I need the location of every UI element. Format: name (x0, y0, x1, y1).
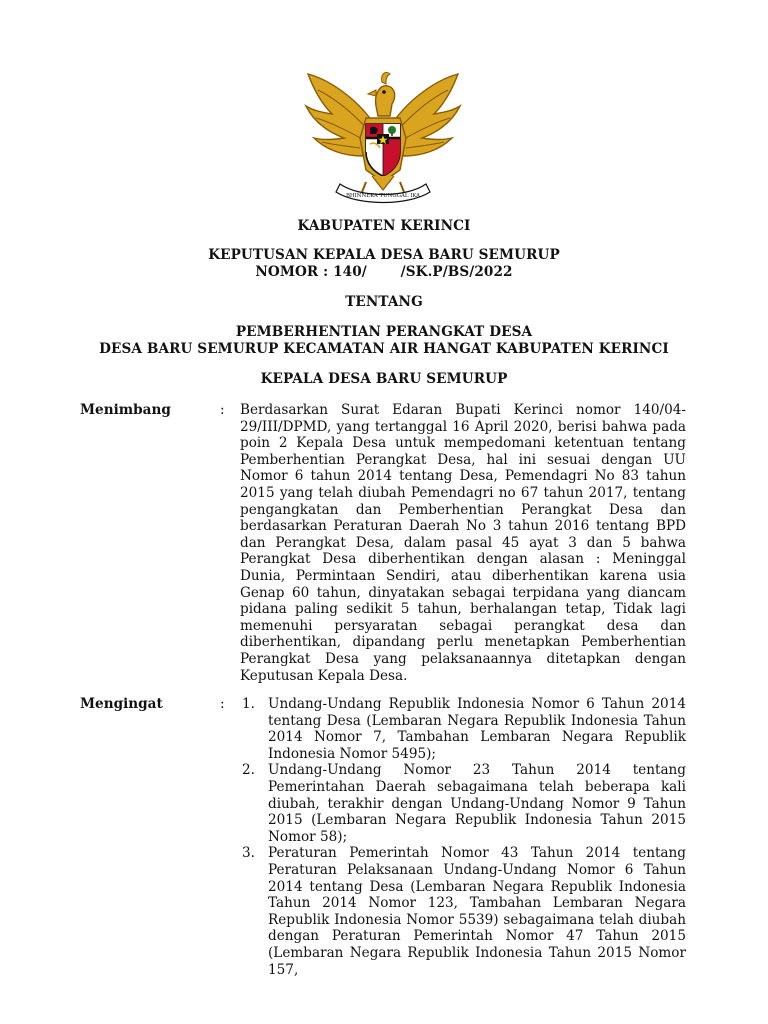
garuda-pancasila-emblem (300, 60, 466, 210)
decree-title-line: KEPUTUSAN KEPALA DESA BARU SEMURUP (208, 247, 560, 263)
menimbang-colon: : (220, 402, 225, 418)
issuer-heading: KEPALA DESA BARU SEMURUP (260, 371, 508, 387)
emblem-motto: BHINNEKA TUNGGAL IKA (345, 193, 421, 199)
subject-line-2: DESA BARU SEMURUP KECAMATAN AIR HANGAT KABUPATEN KERINCI (99, 341, 669, 357)
mengingat-list (240, 696, 686, 978)
about-heading: TENTANG (345, 294, 423, 310)
list-item-text: Undang-Undang Republik Indonesia Nomor 6 Tahun 2014 tentang Desa (Lembaran Negara Republik Indonesia Tahun 2014 Nomor 7, Tambahan Lembaran Negara Republik Indonesia Nomor 5495); (268, 696, 686, 762)
list-item (240, 845, 686, 978)
menimbang-label: Menimbang (80, 402, 171, 418)
list-item-number: 1. (242, 696, 255, 712)
subject-heading (0, 324, 768, 358)
list-item-text: Peraturan Pemerintah Nomor 43 Tahun 2014 tentang Peraturan Pelaksanaan Undang-Undang Nomor 6 Tahun 2014 tentang Desa (Lembaran Negara Republik Indonesia Tahun 2014 Nomor 123, Tambahan Lembaran Negara Republik Indonesia Nomor 5539) sebagaimana telah diubah dengan Peraturan Pemerintah Nomor 47 Tahun 2015 (Lembaran Negara Republik Indonesia Tahun 2015 Nomor 157, (268, 845, 686, 978)
subject-line-1: PEMBERHENTIAN PERANGKAT DESA (235, 324, 533, 340)
mengingat-label: Mengingat (80, 696, 163, 712)
decree-number: NOMOR : 140/ /SK.P/BS/2022 (255, 264, 513, 280)
list-item-number: 3. (242, 845, 255, 862)
decree-title (0, 247, 768, 281)
regency-heading: KABUPATEN KERINCI (297, 218, 471, 234)
list-item-text: Undang-Undang Nomor 23 Tahun 2014 tentang Pemerintahan Daerah sebagaimana telah beberapa kali diubah, terakhir dengan Undang-Undang Nomor 9 Tahun 2015 (Lembaran Negara Republik Indonesia Tahun 2015 Nomor 58); (268, 762, 686, 845)
list-item (240, 696, 686, 762)
list-item (240, 762, 686, 845)
mengingat-colon: : (220, 696, 225, 712)
menimbang-paragraph: Berdasarkan Surat Edaran Bupati Kerinci nomor 140/04-29/III/DPMD, yang tertanggal 16 April 2020, berisi bahwa pada poin 2 Kepala Desa untuk mempedomani ketentuan tentang Pemberhentian Perangkat Desa, hal ini sesuai dengan UU Nomor 6 tahun 2014 tentang Desa, Pemendagri No 83 tahun 2015 yang telah diubah Pemendagri no 67 tahun 2017, tentang pengangkatan dan Pemberhentian Perangkat Desa dan berdasarkan Peraturan Daerah No 3 tahun 2016 tentang BPD dan Perangkat Desa, dalam pasal 45 ayat 3 dan 5 bahwa Perangkat Desa diberhentikan dengan alasan : Meninggal Dunia, Permintaan Sendiri, atau diberhentikan karena usia Genap 60 tahun, dinyatakan sebagai terpidana yang diancam pidana paling sedikit 5 tahun, berhalangan tetap, Tidak lagi memenuhi persyaratan sebagai perangkat desa dan diberhentikan, dipandang perlu menetapkan Pemberhentian Perangkat Desa yang pelaksanaannya ditetapkan dengan Keputusan Kepala Desa. (240, 402, 686, 684)
list-item-number: 2. (242, 762, 255, 779)
